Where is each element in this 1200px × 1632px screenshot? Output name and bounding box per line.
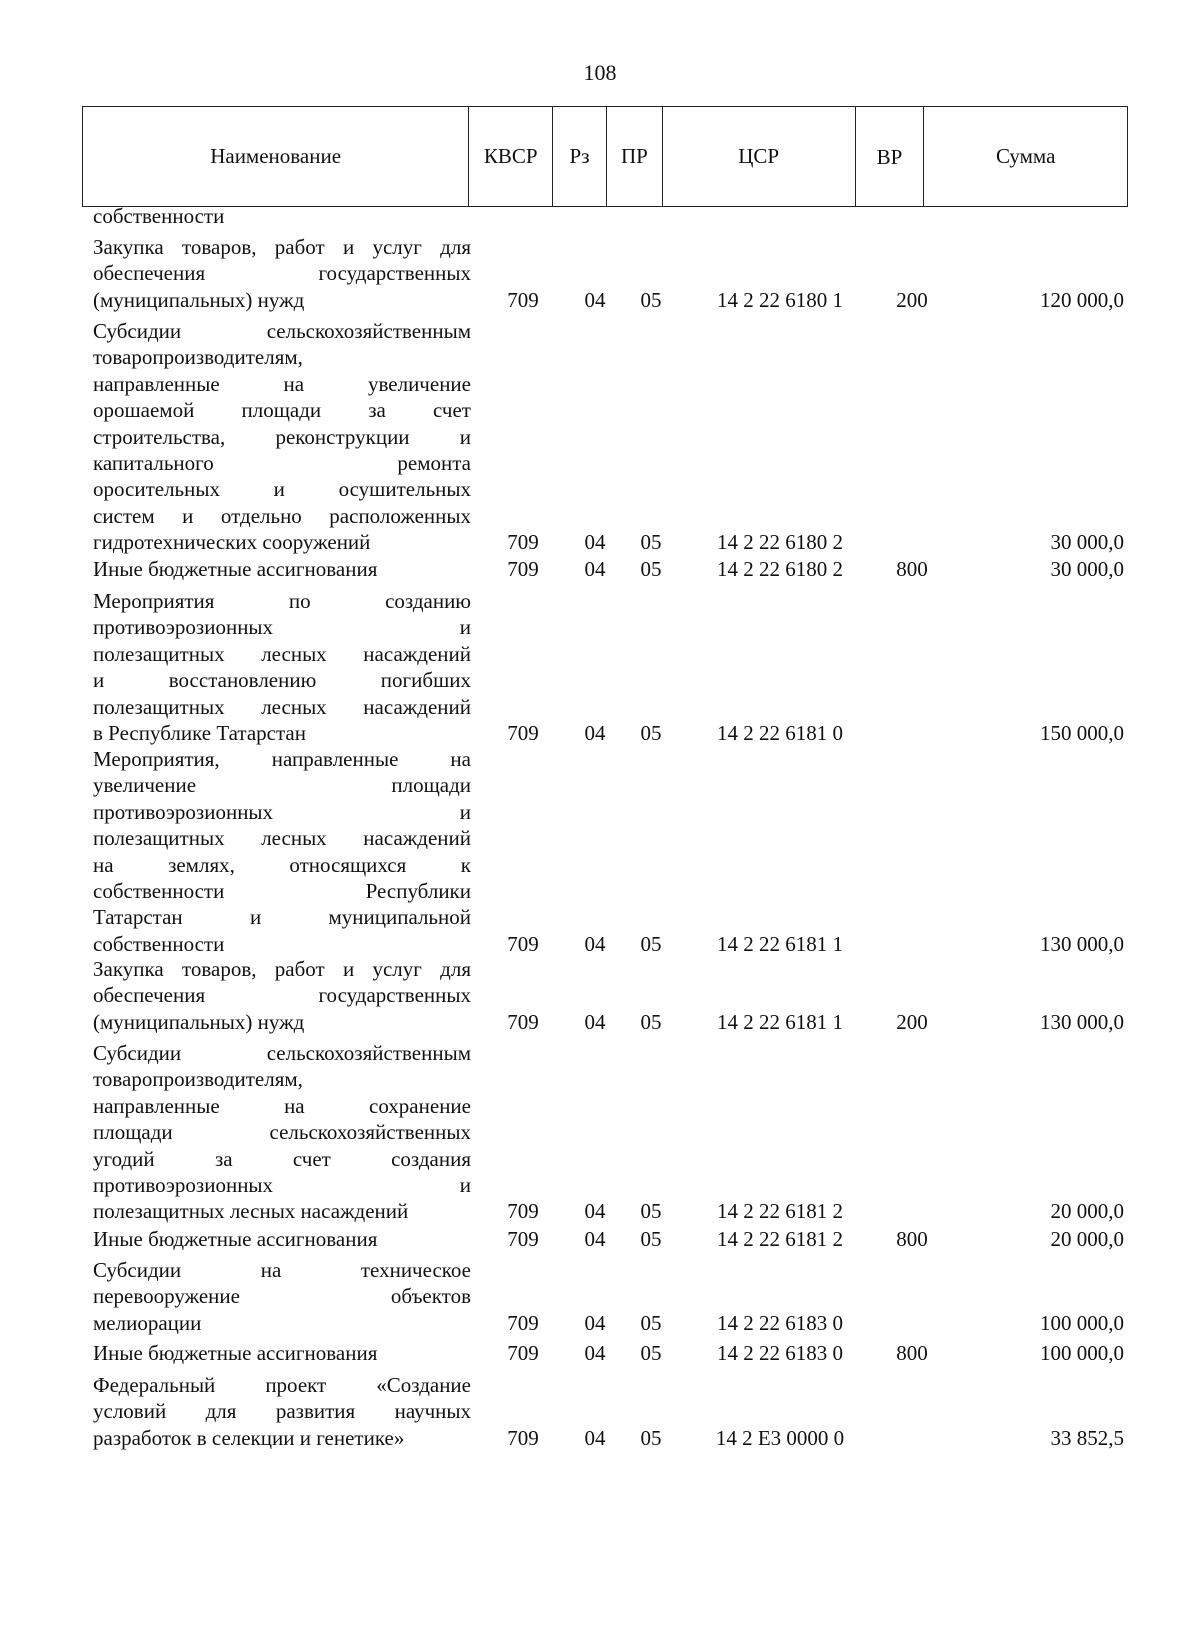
row-name-line: полезащитных лесных насаждений (93, 641, 471, 666)
row-pr: 05 (640, 1341, 662, 1365)
row-vr: 200 (896, 287, 928, 312)
row-name-line: в Республике Татарстан (93, 720, 306, 745)
row-csr: 14 2 22 6181 2 (717, 1199, 843, 1224)
row-sum: 130 000,0 (1040, 931, 1124, 956)
row-sum: 120 000,0 (1040, 287, 1124, 312)
row-name (93, 556, 471, 582)
row-pr: 05 (640, 530, 662, 555)
row-name (93, 1257, 471, 1336)
row-kvsr: 709 (507, 530, 539, 555)
row-csr: 14 2 E3 0000 0 (715, 1425, 845, 1450)
table-header (82, 106, 1128, 207)
header-kvsr: КВСР (469, 107, 553, 206)
row-name (93, 1040, 471, 1225)
row-rz: 04 (584, 1310, 606, 1335)
row-kvsr: 709 (507, 1310, 539, 1335)
row-name-line: обеспечения государственных (93, 983, 471, 1008)
row-name-line: (муниципальных) нужд (93, 1009, 305, 1034)
row-csr: 14 2 22 6180 2 (717, 530, 843, 555)
header-csr: ЦСР (663, 107, 856, 206)
row-kvsr: 709 (507, 1341, 539, 1365)
row-name-line: строительства, реконструкции и (93, 424, 471, 449)
row-name-line: Иные бюджетные ассигнования (93, 557, 378, 581)
row-pr: 05 (640, 1199, 662, 1224)
row-sum: 100 000,0 (1040, 1341, 1124, 1365)
row-name-line: Иные бюджетные ассигнования (93, 1227, 378, 1251)
row-name-line: собственности (93, 931, 225, 956)
row-name-line: обеспечения государственных (93, 261, 471, 286)
row-name (93, 588, 471, 746)
row-name (93, 956, 471, 1035)
row-csr: 14 2 22 6181 1 (717, 1009, 843, 1034)
row-sum: 100 000,0 (1040, 1310, 1124, 1335)
row-name-line: Мероприятия по созданию (93, 589, 471, 613)
row-name (93, 318, 471, 556)
row-kvsr: 709 (507, 1199, 539, 1224)
row-name-line: полезащитных лесных насаждений (93, 826, 471, 851)
row-pr: 05 (640, 1227, 662, 1251)
row-name-line: угодий за счет создания (93, 1146, 471, 1171)
row-name-line: оросительных и осушительных (93, 477, 471, 502)
row-kvsr: 709 (507, 287, 539, 312)
row-rz: 04 (584, 721, 606, 745)
row-name-line: Закупка товаров, работ и услуг для (93, 957, 471, 981)
row-csr: 14 2 22 6181 2 (717, 1227, 843, 1251)
row-kvsr: 709 (507, 931, 539, 956)
row-sum: 20 000,0 (1050, 1227, 1124, 1251)
row-sum: 150 000,0 (1040, 721, 1124, 745)
row-rz: 04 (584, 1199, 606, 1224)
row-csr: 14 2 22 6183 0 (717, 1310, 843, 1335)
row-name-line: направленные на сохранение (93, 1093, 471, 1118)
row-name-line: собственности (93, 204, 225, 228)
row-name-line: разработок в селекции и генетике» (93, 1425, 405, 1450)
row-kvsr: 709 (507, 1227, 539, 1251)
row-name (93, 203, 471, 229)
row-rz: 04 (584, 1341, 606, 1365)
row-name (93, 746, 471, 957)
header-sum: Сумма (995, 144, 1056, 168)
row-name-line: Субсидии сельскохозяйственным (93, 1041, 471, 1065)
header-pr: ПР (607, 107, 663, 206)
row-sum: 130 000,0 (1040, 1009, 1124, 1034)
page-number: 108 (583, 60, 617, 85)
row-pr: 05 (640, 287, 662, 312)
header-name: Наименование (83, 107, 469, 206)
row-pr: 05 (640, 1009, 662, 1034)
row-csr: 14 2 22 6180 1 (717, 287, 843, 312)
row-name-line: противоэрозионных и (93, 1172, 471, 1197)
row-name-line: увеличение площади (93, 773, 471, 798)
row-name-line: орошаемой площади за счет (93, 398, 471, 423)
row-name-line: товаропроизводителям, (93, 1067, 303, 1092)
row-name-line: полезащитных лесных насаждений (93, 694, 471, 719)
row-name-line: Закупка товаров, работ и услуг для (93, 235, 471, 259)
row-sum: 20 000,0 (1050, 1199, 1124, 1224)
row-pr: 05 (640, 931, 662, 956)
row-pr: 05 (640, 1310, 662, 1335)
row-name-line: товаропроизводителям, (93, 345, 303, 370)
row-pr: 05 (640, 1425, 662, 1450)
row-csr: 14 2 22 6181 1 (717, 931, 843, 956)
row-name-line: противоэрозионных и (93, 799, 471, 824)
row-name-line: Федеральный проект «Создание (93, 1373, 471, 1397)
header-rz: Рз (553, 107, 607, 206)
row-vr: 800 (896, 1341, 928, 1365)
row-name-line: мелиорации (93, 1310, 202, 1335)
row-name (93, 1226, 471, 1252)
row-vr: 800 (896, 1227, 928, 1251)
row-pr: 05 (640, 557, 662, 581)
row-sum: 30 000,0 (1050, 557, 1124, 581)
row-name-line: Субсидии сельскохозяйственным (93, 319, 471, 343)
row-name-line: (муниципальных) нужд (93, 287, 305, 312)
row-name-line: капитального ремонта (93, 450, 471, 475)
row-csr: 14 2 22 6180 2 (717, 557, 843, 581)
row-name-line: Мероприятия, направленные на (93, 747, 471, 771)
row-name-line: площади сельскохозяйственных (93, 1120, 471, 1145)
row-rz: 04 (584, 1425, 606, 1450)
row-sum: 30 000,0 (1050, 530, 1124, 555)
row-name-line: Субсидии на техническое (93, 1258, 471, 1282)
row-name-line: гидротехнических сооружений (93, 530, 371, 555)
row-name (93, 1372, 471, 1451)
row-name-line: направленные на увеличение (93, 371, 471, 396)
header-vr: ВР (856, 107, 925, 206)
row-kvsr: 709 (507, 721, 539, 745)
row-rz: 04 (584, 287, 606, 312)
row-name-line: систем и отдельно расположенных (93, 503, 471, 528)
row-csr: 14 2 22 6183 0 (717, 1341, 843, 1365)
row-csr: 14 2 22 6181 0 (717, 721, 843, 745)
row-pr: 05 (640, 721, 662, 745)
row-kvsr: 709 (507, 1009, 539, 1034)
row-vr: 200 (896, 1009, 928, 1034)
row-rz: 04 (584, 557, 606, 581)
row-name-line: собственности Республики (93, 878, 471, 903)
row-name-line: полезащитных лесных насаждений (93, 1199, 409, 1224)
row-name-line: условий для развития научных (93, 1399, 471, 1424)
row-rz: 04 (584, 1009, 606, 1034)
row-name (93, 234, 471, 313)
row-vr: 800 (896, 557, 928, 581)
row-name-line: на землях, относящихся к (93, 852, 471, 877)
row-kvsr: 709 (507, 1425, 539, 1450)
row-kvsr: 709 (507, 557, 539, 581)
row-rz: 04 (584, 1227, 606, 1251)
row-name-line: противоэрозионных и (93, 615, 471, 640)
row-rz: 04 (584, 530, 606, 555)
row-name-line: Иные бюджетные ассигнования (93, 1341, 378, 1365)
row-name-line: и восстановлению погибших (93, 668, 471, 693)
row-sum: 33 852,5 (1050, 1425, 1124, 1450)
row-rz: 04 (584, 931, 606, 956)
row-name (93, 1340, 471, 1366)
row-name-line: перевооружение объектов (93, 1284, 471, 1309)
row-name-line: Татарстан и муниципальной (93, 905, 471, 930)
